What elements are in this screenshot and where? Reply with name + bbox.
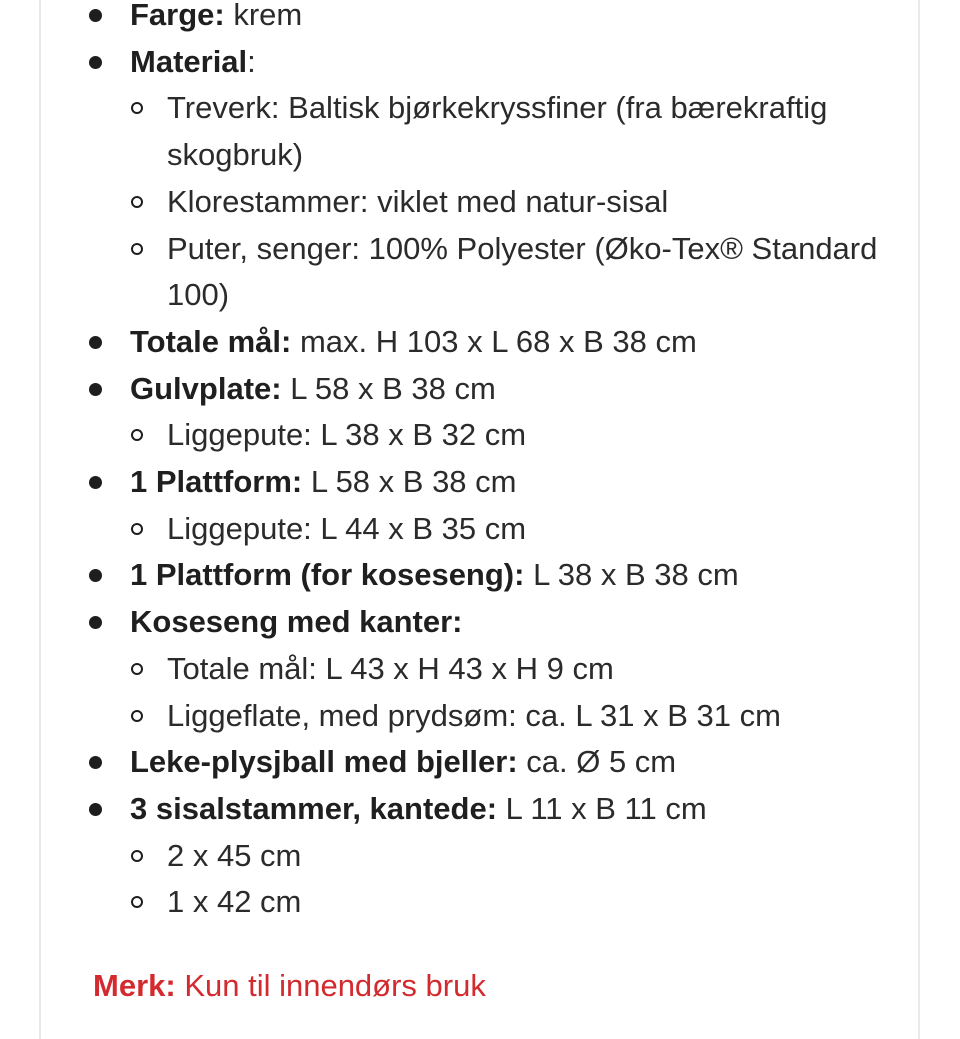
spec-sub-item: Puter, senger: 100% Polyester (Øko-Tex® Standard 100): [130, 226, 901, 319]
note: [93, 963, 486, 1009]
spec-item: [41, 0, 901, 39]
spec-item: [41, 552, 901, 599]
spec-sub-item: Totale mål: L 43 x H 43 x H 9 cm: [130, 646, 901, 693]
spec-item: [41, 366, 901, 459]
spec-label: 1 Plattform (for koseseng):: [130, 557, 525, 593]
spec-sub-item: Treverk: Baltisk bjørkekryssfiner (fra bærekraftig skogbruk): [130, 85, 901, 178]
spec-value: L 38 x B 38 cm: [524, 557, 739, 593]
spec-list: [41, 0, 901, 926]
spec-item: [41, 786, 901, 926]
spec-item: [41, 459, 901, 552]
spec-label: Gulvplate:: [130, 370, 282, 406]
spec-value: :: [247, 43, 256, 79]
spec-value: L 58 x B 38 cm: [281, 370, 496, 406]
spec-sub-item: Liggepute: L 38 x B 32 cm: [130, 412, 901, 459]
product-spec-panel: [39, 0, 920, 1039]
spec-sub-item: 2 x 45 cm: [130, 833, 901, 880]
note-text: Kun til innendørs bruk: [175, 968, 486, 1003]
note-label: Merk:: [93, 968, 176, 1003]
spec-sub-item: Liggeflate, med prydsøm: ca. L 31 x B 31 cm: [130, 693, 901, 740]
spec-value: ca. Ø 5 cm: [517, 744, 677, 780]
spec-item: [41, 319, 901, 366]
spec-item: [41, 739, 901, 786]
spec-label: Totale mål:: [130, 323, 292, 359]
spec-label: Material: [130, 43, 248, 79]
spec-sub-item: 1 x 42 cm: [130, 879, 901, 926]
spec-label: 3 sisalstammer, kantede:: [130, 790, 498, 826]
spec-label: Farge:: [130, 0, 225, 32]
spec-value: max. H 103 x L 68 x B 38 cm: [291, 323, 697, 359]
spec-sub-list: [130, 85, 901, 319]
spec-sub-item: Liggepute: L 44 x B 35 cm: [130, 506, 901, 553]
spec-value: L 58 x B 38 cm: [302, 464, 517, 500]
spec-label: 1 Plattform:: [130, 464, 303, 500]
spec-item: [41, 599, 901, 739]
spec-label: Leke-plysjball med bjeller:: [130, 744, 518, 780]
spec-sub-list: [130, 833, 901, 926]
spec-sub-list: [130, 506, 901, 553]
spec-sub-list: [130, 646, 901, 739]
spec-label: Koseseng med kanter:: [130, 604, 463, 640]
spec-sub-item: Klorestammer: viklet med natur-sisal: [130, 179, 901, 226]
spec-sub-list: [130, 412, 901, 459]
spec-value: krem: [224, 0, 303, 32]
spec-value: L 11 x B 11 cm: [497, 790, 707, 826]
spec-item: [41, 39, 901, 319]
